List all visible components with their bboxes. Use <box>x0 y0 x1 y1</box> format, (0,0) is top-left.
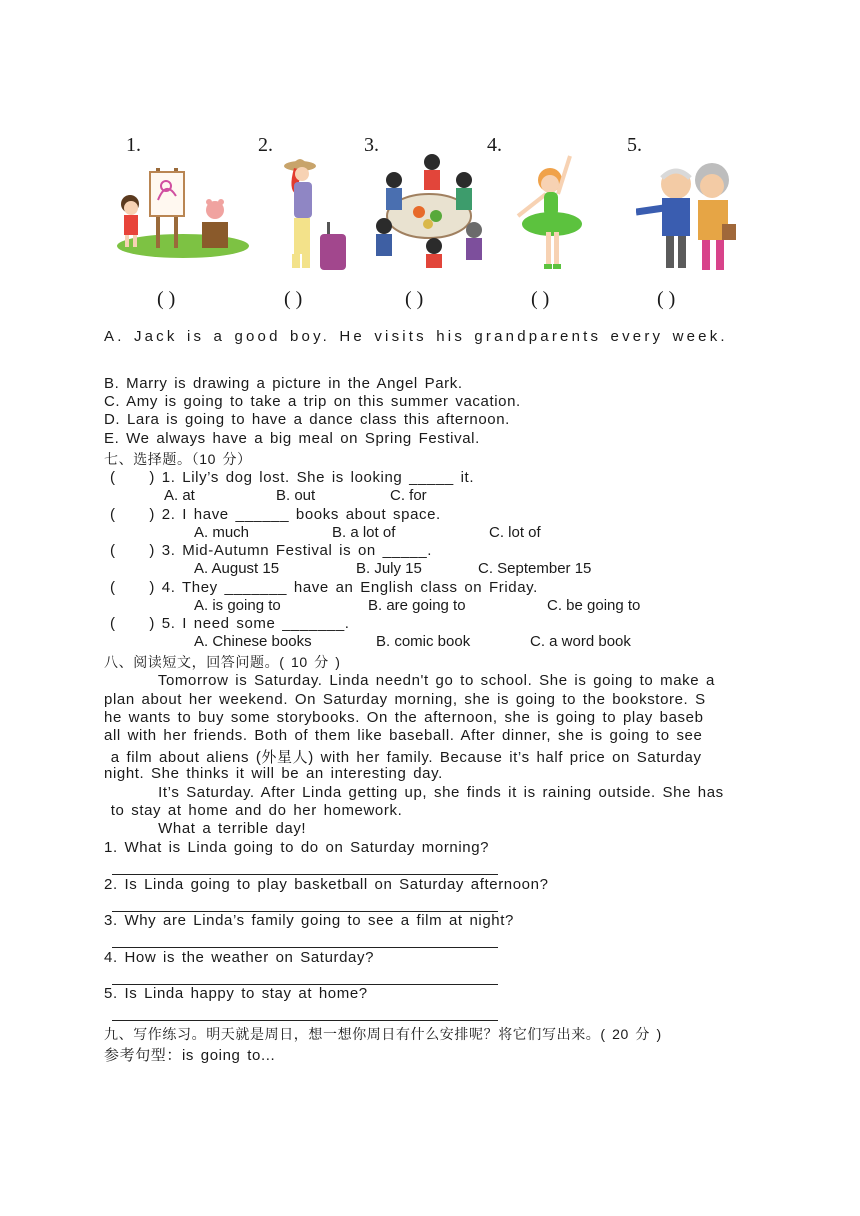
match-option-c: C. Amy is going to take a trip on this summer vacation. <box>104 393 521 410</box>
passage-line: plan about her weekend. On Saturday morning, she is going to the bookstore. S <box>104 691 706 708</box>
section-9-title: 九、写作练习。明天就是周日，想一想你周日有什么安排呢？将它们写出来。( 20 分 ) <box>104 1026 662 1042</box>
q5-option-b[interactable]: B. comic book <box>376 633 471 650</box>
q4-option-b[interactable]: B. are going to <box>368 597 466 614</box>
match-option-b: B. Marry is drawing a picture in the Angel Park. <box>104 375 463 392</box>
passage-line: he wants to buy some storybooks. On the afternoon, she is going to play baseb <box>104 709 704 726</box>
q1-option-c[interactable]: C. for <box>390 487 427 504</box>
q1-option-b[interactable]: B. out <box>276 487 316 504</box>
reading-question-1: 1. What is Linda going to do on Saturday morning? <box>104 839 490 856</box>
passage-line: all with her friends. Both of them like baseball. After dinner, she is going to see <box>104 727 703 744</box>
q2-option-c[interactable]: C. lot of <box>489 524 541 541</box>
section-8-title: 八、阅读短文，回答问题。( 10 分 ) <box>104 654 341 670</box>
q3-option-a[interactable]: A. August 15 <box>194 560 280 577</box>
passage-line: What a terrible day! <box>104 820 307 837</box>
answer-blank-4[interactable]: ( ) <box>531 288 550 310</box>
match-option-a: A. Jack is a good boy. He visits his grandparents every week. <box>104 328 728 345</box>
passage-line: a film about aliens (外星人) with her family. Because it’s half price on Saturday <box>104 749 702 766</box>
answer-blank-2[interactable]: ( ) <box>284 288 303 310</box>
passage-line: Tomorrow is Saturday. Linda needn't go to school. She is going to make a <box>104 672 715 689</box>
ballerina-icon <box>506 150 596 276</box>
q3-option-b[interactable]: B. July 15 <box>356 560 422 577</box>
passage-line: It’s Saturday. After Linda getting up, she finds it is raining outside. She has <box>104 784 724 801</box>
q3-option-c[interactable]: C. September 15 <box>478 560 592 577</box>
reading-question-4: 4. How is the weather on Saturday? <box>104 949 375 966</box>
match-option-e: E. We always have a big meal on Spring Festival. <box>104 430 480 447</box>
q2-option-b[interactable]: B. a lot of <box>332 524 396 541</box>
q1-option-a[interactable]: A. at <box>164 487 195 504</box>
answer-blank-1[interactable]: ( ) <box>157 288 176 310</box>
choice-question-2: ( ) 2. I have ______ books about space. <box>110 506 441 523</box>
answer-line-5[interactable] <box>112 1020 498 1021</box>
picture-number-5: 5. <box>627 134 642 156</box>
picture-number-1: 1. <box>126 134 141 156</box>
answer-blank-5[interactable]: ( ) <box>657 288 676 310</box>
writing-hint: 参考句型：is going to... <box>104 1047 276 1064</box>
grandparents-icon <box>636 150 742 276</box>
picture-number-4: 4. <box>487 134 502 156</box>
choice-question-1: ( ) 1. Lily’s dog lost. She is looking _____ it. <box>110 469 475 486</box>
q4-option-a[interactable]: A. is going to <box>194 597 281 614</box>
match-option-d: D. Lara is going to have a dance class this afternoon. <box>104 411 510 428</box>
choice-question-5: ( ) 5. I need some _______. <box>110 615 350 632</box>
q2-option-a[interactable]: A. much <box>194 524 250 541</box>
q5-option-a[interactable]: A. Chinese books <box>194 633 312 650</box>
answer-line-1[interactable] <box>112 874 498 875</box>
passage-line: night. She thinks it will be an interesting day. <box>104 765 443 782</box>
q5-option-c[interactable]: C. a word book <box>530 633 631 650</box>
reading-question-2: 2. Is Linda going to play basketball on Saturday afternoon? <box>104 876 549 893</box>
choice-question-4: ( ) 4. They _______ have an English class on Friday. <box>110 579 538 596</box>
reading-question-3: 3. Why are Linda’s family going to see a film at night? <box>104 912 514 929</box>
girl-painting-icon <box>114 150 252 268</box>
answer-blank-3[interactable]: ( ) <box>405 288 424 310</box>
traveler-with-suitcase-icon <box>272 150 354 276</box>
reading-question-5: 5. Is Linda happy to stay at home? <box>104 985 368 1002</box>
q4-option-c[interactable]: C. be going to <box>547 597 641 614</box>
picture-number-2: 2. <box>258 134 273 156</box>
section-7-title: 七、选择题。（10 分） <box>104 451 252 467</box>
family-dinner-icon <box>364 150 494 270</box>
picture-number-3: 3. <box>364 134 379 156</box>
answer-line-3[interactable] <box>112 947 498 948</box>
passage-line: to stay at home and do her homework. <box>104 802 403 819</box>
choice-question-3: ( ) 3. Mid-Autumn Festival is on _____. <box>110 542 433 559</box>
